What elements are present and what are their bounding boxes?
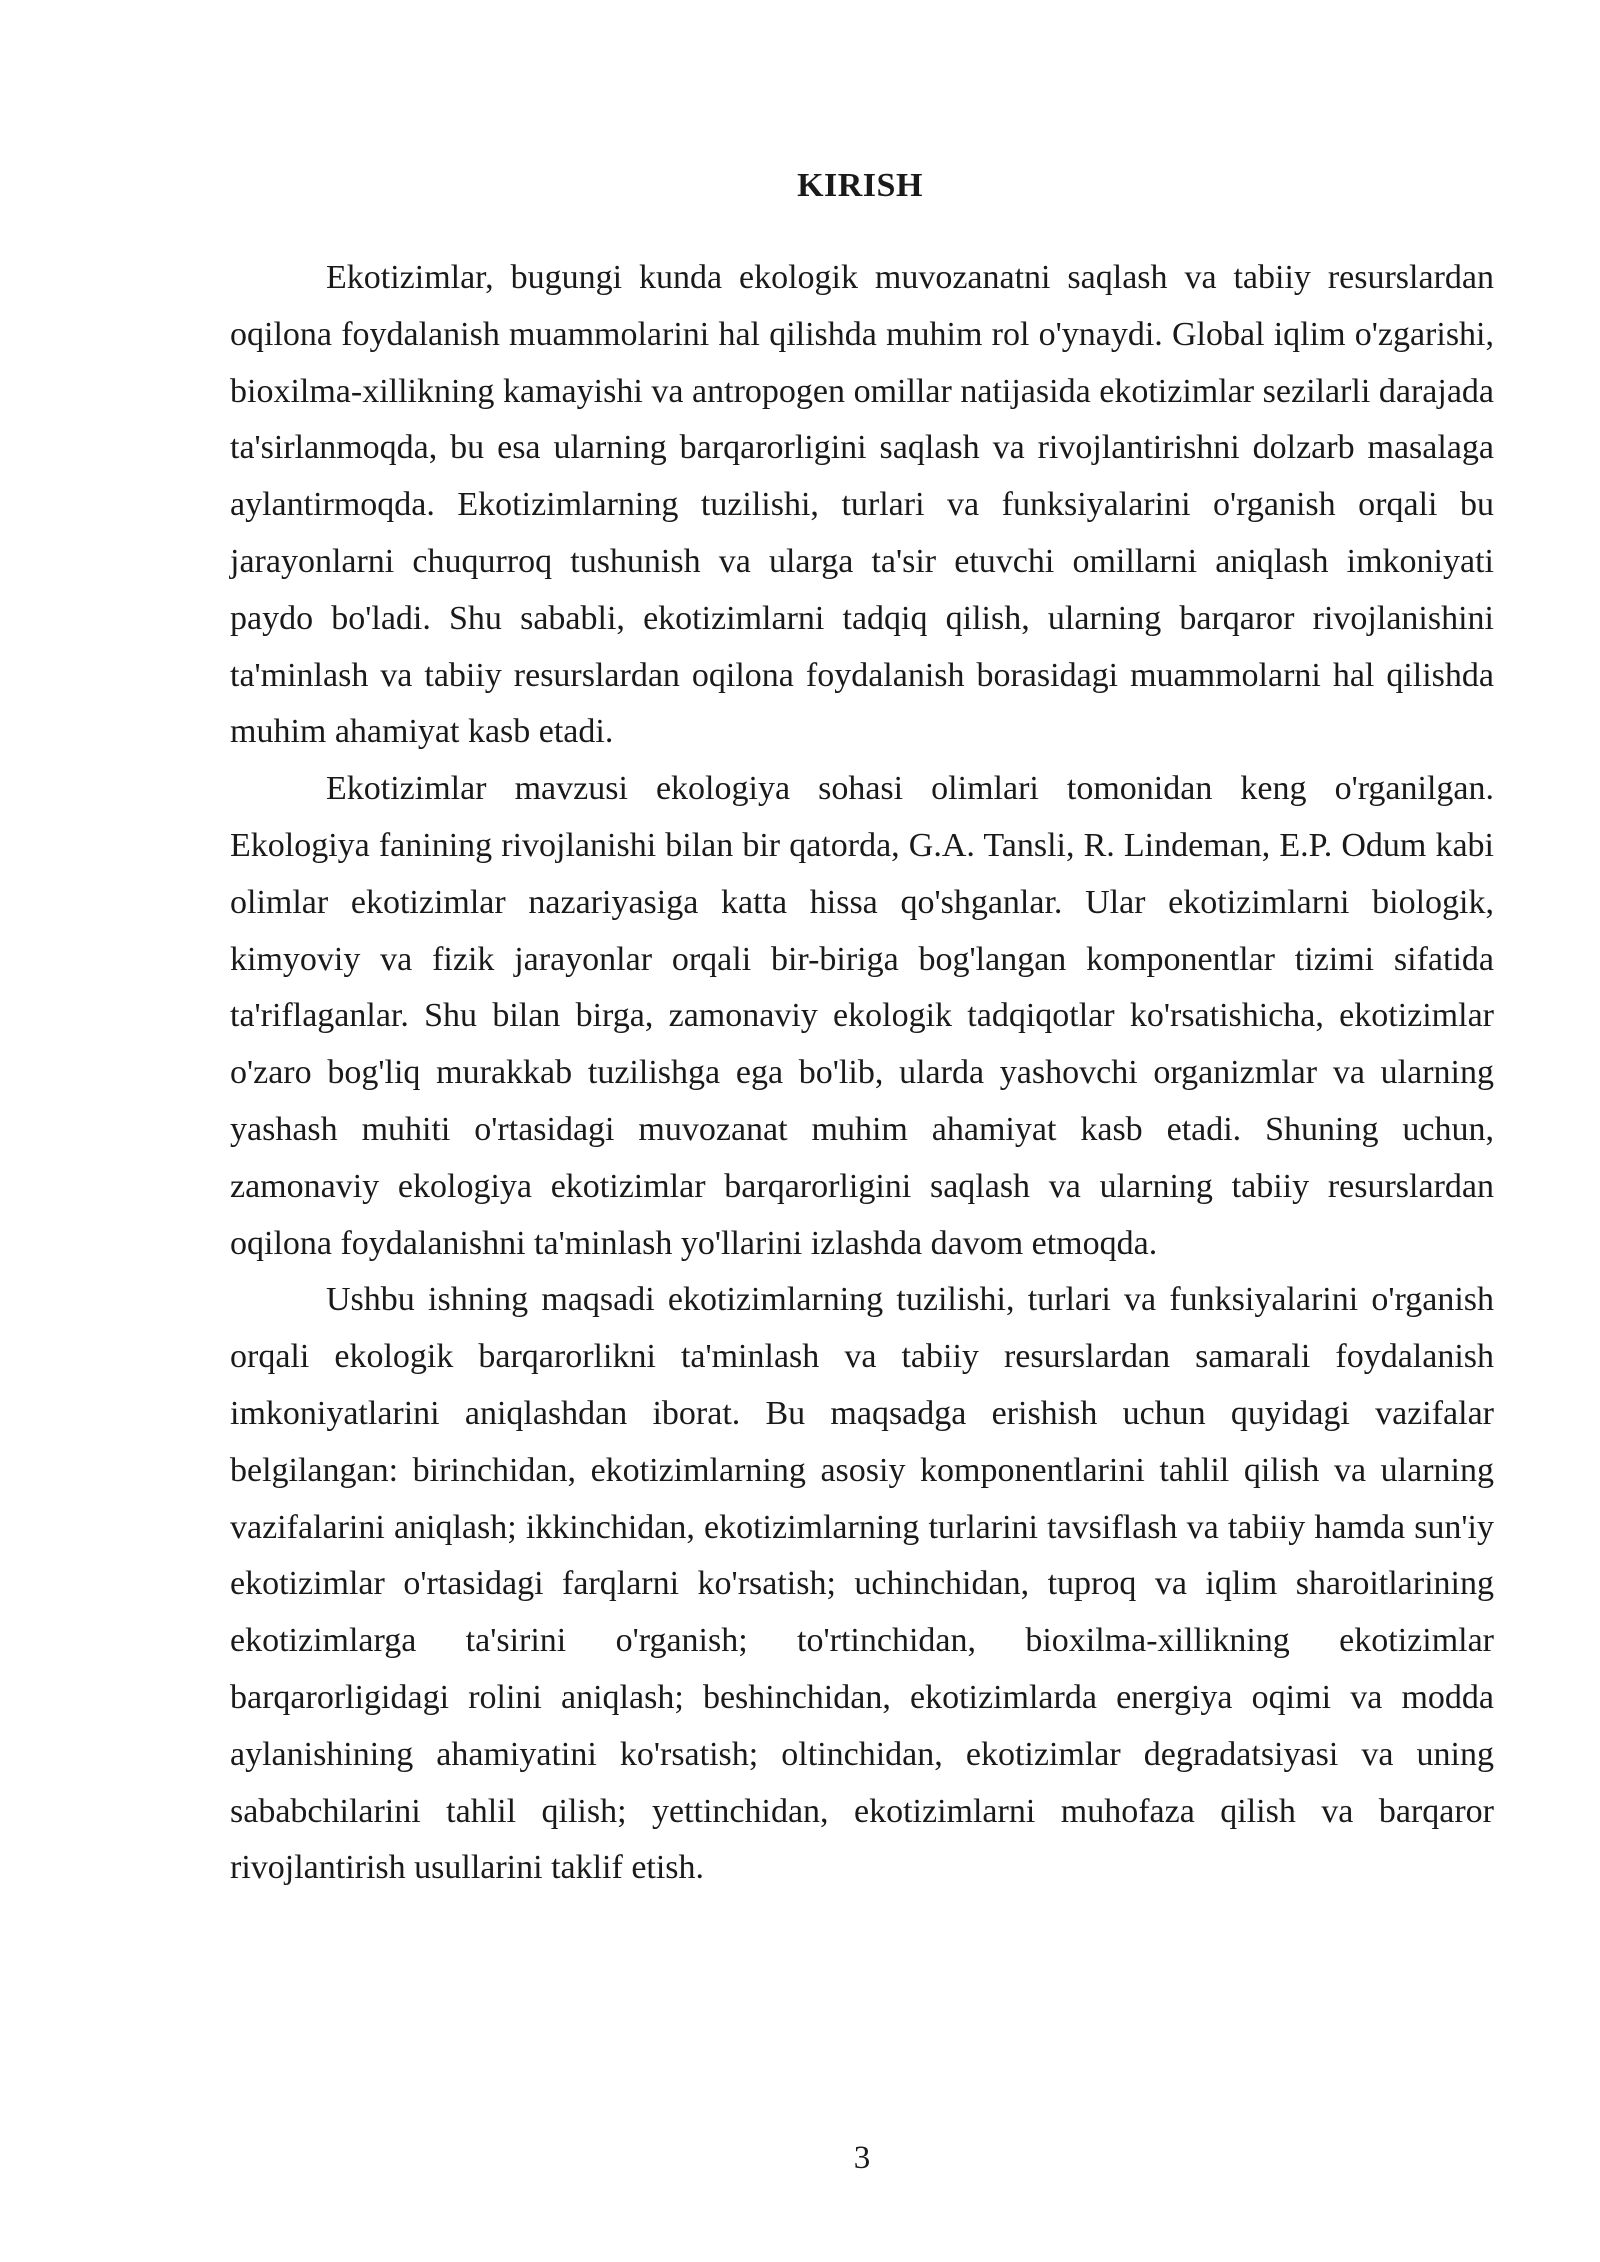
paragraph-2: Ekotizimlar mavzusi ekologiya sohasi olimlari tomonidan keng o'rganilgan. Ekologiya fanining rivojlanishi bilan bir qatorda, G.A. Tansli, R. Lindeman, E.P. Odum kabi olimlar ekotizimlar nazariyasiga katta hissa qo'shganlar. Ular ekotizimlarni biologik, kimyoviy va fizik jarayonlar orqali bir-biriga bog'langan komponentlar tizimi sifatida ta'riflaganlar. Shu bilan birga, zamonaviy ekologik tadqiqotlar ko'rsatishicha, ekotizimlar o'zaro bog'liq murakkab tuzilishga ega bo'lib, ularda yashovchi organizmlar va ularning yashash muhiti o'rtasidagi muvozanat muhim ahamiyat kasb etadi. Shuning uchun, zamonaviy ekologiya ekotizimlar barqarorligini saqlash va ularning tabiiy resurslardan oqilona foydalanishni ta'minlash yo'llarini izlashda davom etmoqda. — [230, 770, 1494, 1262]
page-number: 3 — [853, 2140, 871, 2176]
paragraph-3: Ushbu ishning maqsadi ekotizimlarning tuzilishi, turlari va funksiyalarini o'rganish orqali ekologik barqarorlikni ta'minlash va tabiiy resurslardan samarali foydalanish imkoniyatlarini aniqlashdan iborat. Bu maqsadga erishish uchun quyidagi vazifalar belgilangan: birinchidan, ekotizimlarning asosiy komponentlarini tahlil qilish va ularning vazifalarini aniqlash; ikkinchidan, ekotizimlarning turlarini tavsiflash va tabiiy hamda sun'iy ekotizimlar o'rtasidagi farqlarni ko'rsatish; uchinchidan, tuproq va iqlim sharoitlarining ekotizimlarga ta'sirini o'rganish; to'rtinchidan, bioxilma-xillikning ekotizimlar barqarorligidagi rolini aniqlash; beshinchidan, ekotizimlarda energiya oqimi va modda aylanishining ahamiyatini ko'rsatish; oltinchidan, ekotizimlar degradatsiyasi va uning sababchilarini tahlil qilish; yettinchidan, ekotizimlarni muhofaza qilish va barqaror rivojlantirish usullarini taklif etish. — [230, 1281, 1494, 1887]
body-text — [230, 250, 1494, 1897]
paragraph-1: Ekotizimlar, bugungi kunda ekologik muvozanatni saqlash va tabiiy resurslardan oqilona foydalanish muammolarini hal qilishda muhim rol o'ynaydi. Global iqlim o'zgarishi, bioxilma-xillikning kamayishi va antropogen omillar natijasida ekotizimlar sezilarli darajada ta'sirlanmoqda, bu esa ularning barqarorligini saqlash va rivojlantirishni dolzarb masalaga aylantirmoqda. Ekotizimlarning tuzilishi, turlari va funksiyalarini o'rganish orqali bu jarayonlarni chuqurroq tushunish va ularga ta'sir etuvchi omillarni aniqlash imkoniyati paydo bo'ladi. Shu sababli, ekotizimlarni tadqiq qilish, ularning barqaror rivojlanishini ta'minlash va tabiiy resurslardan oqilona foydalanish borasidagi muammolarni hal qilishda muhim ahamiyat kasb etadi. — [230, 259, 1494, 751]
section-title: KIRISH — [797, 167, 923, 204]
